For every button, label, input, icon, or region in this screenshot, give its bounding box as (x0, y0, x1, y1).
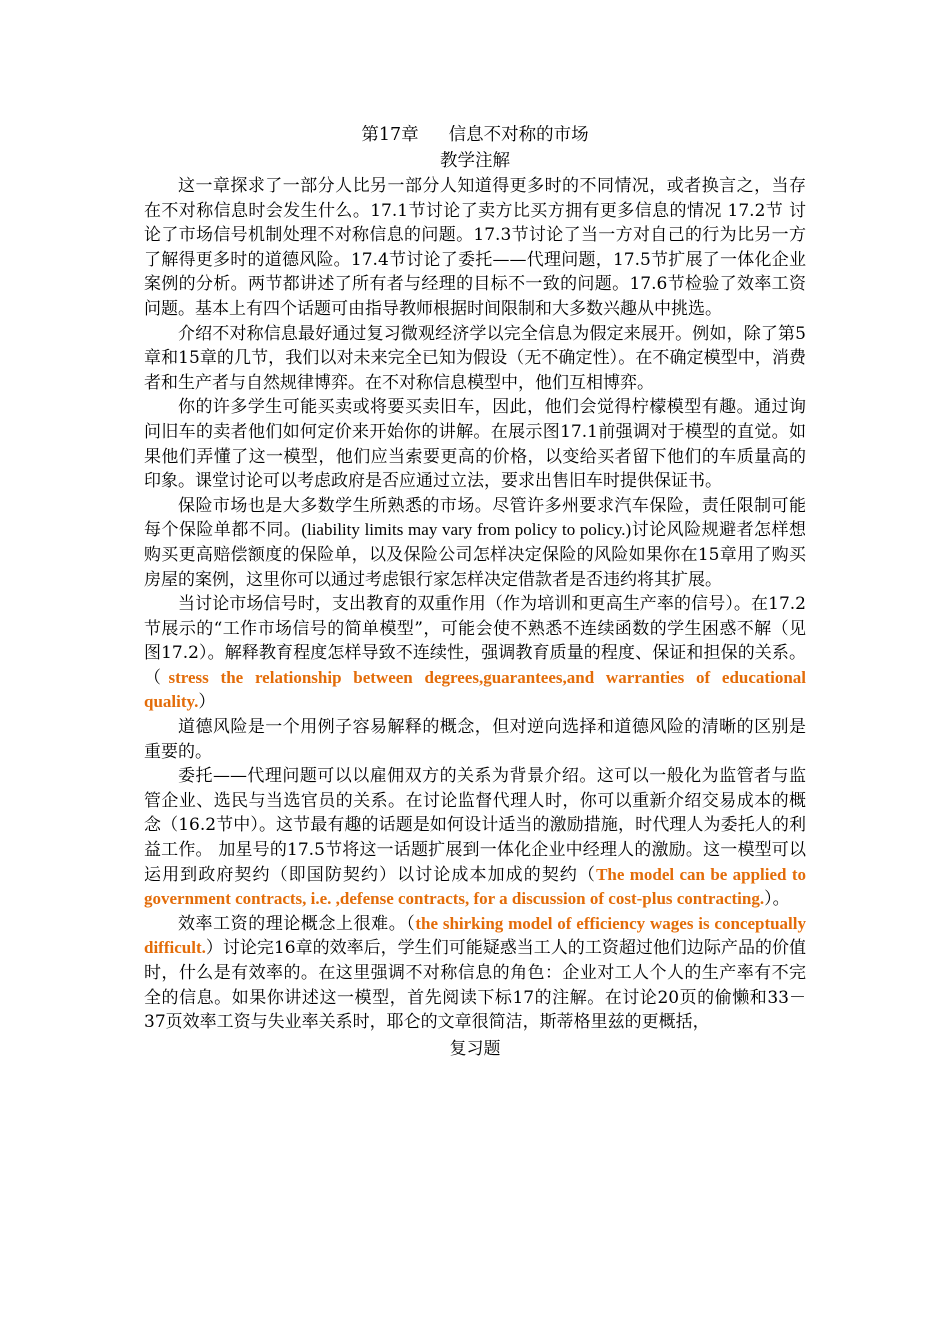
paragraph-asymmetric-intro: 介绍不对称信息最好通过复习微观经济学以完全信息为假定来展开。例如，除了第5章和15章的几节，我们以对未来完全已知为假设（无不确定性）。在不确定模型中，消费者和生产者与自然规律博弈。在不对称信息模型中，他们互相博弈。 (144, 323, 806, 393)
section-subtitle: 教学注解 (440, 151, 510, 171)
paragraph-insurance (144, 494, 806, 592)
review-questions-heading: 复习题 (449, 1038, 501, 1059)
paragraph-market-signaling (144, 592, 806, 715)
signaling-text-a: 当讨论市场信号时，支出教育的双重作用（作为培训和更高生产率的信号）。在17.2节展示的“工作市场信号的简单模型”，可能会使不熟悉不连续函数的学生困惑不解（见图17.2）。解释教育程度怎样导致不连续性，强调教育质量的程度、保证和担保的关系。（ (144, 594, 806, 688)
chapter-title (144, 122, 806, 148)
insurance-english-note: (liability limits may vary from policy to policy.) (301, 520, 632, 540)
paragraph-overview: 这一章探求了一部分人比另一部分人知道得更多时的不同情况，或者换言之，当存在不对称信息时会发生什么。17.1节讨论了卖方比买方拥有更多信息的情况 17.2节 讨论了市场信号机制处理不对称信息的问题。17.3节讨论了当一方对自己的行为比另一方了解得更多时的道德风险。17.4节讨论了委托——代理问题，17.5节扩展了一体化企业案例的分析。两节都讲述了所有者与经理的目标不一致的问题。17.6节检验了效率工资问题。基本上有四个话题可由指导教师根据时间限制和大多数兴趣从中挑选。 (144, 176, 806, 319)
paragraph-moral-hazard: 道德风险是一个用例子容易解释的概念，但对逆向选择和道德风险的清晰的区别是重要的。 (144, 717, 806, 762)
paragraph-efficiency-wages (144, 912, 806, 1035)
insurance-text-a: 保险市场也是大多数学生所熟悉的市场。尽管许多州要求汽车保险，责任限制可能每个保险单都不同。 (144, 495, 806, 541)
document-page (144, 122, 806, 1061)
signaling-english-note: stress the relationship between degrees,guarantees,and warranties of educational quality. (144, 667, 806, 712)
signaling-text-b: ） (198, 692, 216, 713)
agent-english-note: The model can be applied to government contracts, i.e. ,defense contracts, for a discussion of cost-plus contracting. (144, 864, 807, 909)
agent-text-a: 委托——代理问题可以以雇佣双方的关系为背景介绍。这可以一般化为监管者与监管企业、选民与当选官员的关系。在讨论监督代理人时，你可以重新介绍交易成本的概念（16.2节中）。这节最有趣的话题是如何设计适当的激励措施，时代理人为委托人的利益工作。 加星号的17.5节将这一话题扩展到一体化企业中经理人的激励。这一模型可以运用到政府契约（即国防契约）以讨论成本加成的契约（ (144, 766, 806, 885)
insurance-text-b: 讨论风险规避者怎样想购买更高赔偿额度的保险单，以及保险公司怎样决定保险的风险如果你在15章用了购买房屋的案例，这里你可以通过考虑银行家怎样决定借款者是否违约将其扩展。 (144, 520, 807, 590)
chapter-number: 第17章 (361, 125, 419, 145)
wages-text-a: 效率工资的理论概念上很难。（ (178, 913, 416, 934)
agent-text-b: ）。 (764, 889, 790, 910)
paragraph-principal-agent (144, 764, 806, 912)
wages-english-note: the shirking model of efficiency wages is conceptually difficult. (144, 913, 807, 958)
chapter-name: 信息不对称的市场 (448, 125, 589, 145)
paragraph-lemons-model: 你的许多学生可能买卖或将要买卖旧车，因此，他们会觉得柠檬模型有趣。通过询问旧车的卖者他们如何定价来开始你的讲解。在展示图17.1前强调对于模型的直觉。如果他们弄懂了这一模型，他们应当索要更高的价格，以变给买者留下他们的车质量高的印象。课堂讨论可以考虑政府是否应通过立法，要求出售旧车时提供保证书。 (144, 397, 806, 492)
wages-text-b: ）讨论完16章的效率后，学生们可能疑惑当工人的工资超过他们边际产品的价值时，什么是有效率的。在这里强调不对称信息的角色：企业对工人个人的生产率有不完全的信息。如果你讲述这一模型，首先阅读下标17的注解。在讨论20页的偷懒和33－37页效率工资与失业率关系时，耶仑的文章很简洁，斯蒂格里兹的更概括， (144, 938, 806, 1033)
